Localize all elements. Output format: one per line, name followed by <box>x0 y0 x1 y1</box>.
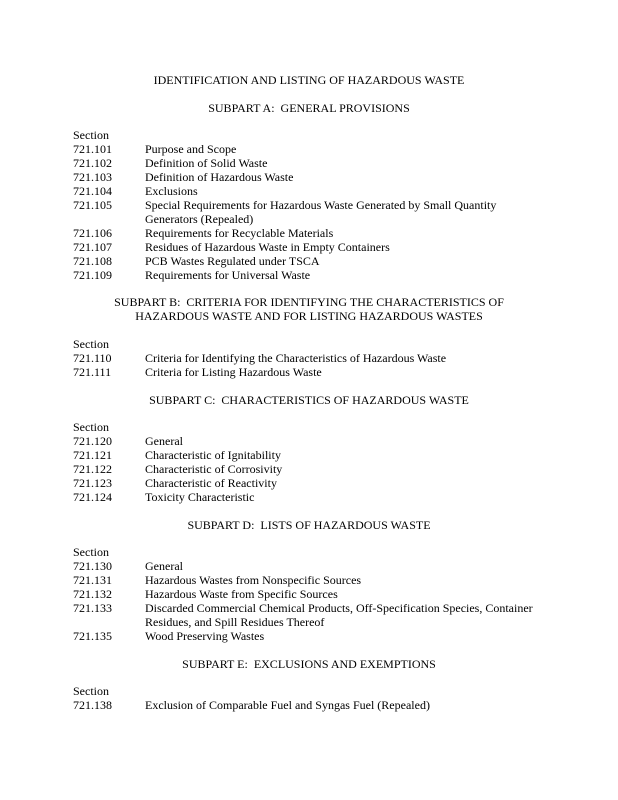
section-description: General <box>145 434 183 448</box>
section-number: 721.105 <box>73 198 112 212</box>
section-number: 721.124 <box>73 490 112 504</box>
section-number: 721.102 <box>73 156 112 170</box>
section-number: 721.110 <box>73 351 112 365</box>
document-title: IDENTIFICATION AND LISTING OF HAZARDOUS WASTE <box>153 73 465 87</box>
section-description: Purpose and Scope <box>145 142 237 156</box>
section-number: 721.111 <box>73 365 112 379</box>
section-number: 721.106 <box>73 226 112 240</box>
section-description: Requirements for Universal Waste <box>145 268 311 282</box>
section-description: Definition of Hazardous Waste <box>145 170 294 184</box>
section-number: 721.138 <box>73 698 112 712</box>
section-description: Hazardous Waste from Specific Sources <box>145 587 338 601</box>
section-number: 721.101 <box>73 142 112 156</box>
section-description: Exclusion of Comparable Fuel and Syngas Fuel (Repealed) <box>145 698 430 712</box>
subpart-c-heading: SUBPART C: CHARACTERISTICS OF HAZARDOUS WASTE <box>149 393 469 407</box>
section-description: Characteristic of Corrosivity <box>145 462 283 476</box>
section-description: Discarded Commercial Chemical Products, Off-Specification Species, Container Residues, and Spill Residues Thereof <box>145 601 533 629</box>
section-description: Exclusions <box>145 184 198 198</box>
section-number: 721.109 <box>73 268 112 282</box>
section-description: Requirements for Recyclable Materials <box>145 226 334 240</box>
section-number: 721.104 <box>73 184 112 198</box>
section-number: 721.121 <box>73 448 112 462</box>
subpart-b-heading: SUBPART B: CRITERIA FOR IDENTIFYING THE CHARACTERISTICS OF <box>114 295 504 309</box>
section-description: Special Requirements for Hazardous Waste Generated by Small Quantity Generators (Repealed) <box>145 198 497 226</box>
section-number: 721.132 <box>73 587 112 601</box>
section-description: Toxicity Characteristic <box>145 490 255 504</box>
section-number: 721.103 <box>73 170 112 184</box>
section-number: 721.130 <box>73 559 112 573</box>
subpart-b-heading-line2: HAZARDOUS WASTE AND FOR LISTING HAZARDOUS WASTES <box>135 309 483 323</box>
section-description: Wood Preserving Wastes <box>145 629 265 643</box>
subpart-e-heading: SUBPART E: EXCLUSIONS AND EXEMPTIONS <box>182 657 436 671</box>
section-description: Criteria for Listing Hazardous Waste <box>145 365 322 379</box>
subpart-d-heading: SUBPART D: LISTS OF HAZARDOUS WASTE <box>187 518 431 532</box>
section-description: Characteristic of Reactivity <box>145 476 277 490</box>
section-label: Section <box>73 684 109 698</box>
section-description: Hazardous Wastes from Nonspecific Sources <box>145 573 362 587</box>
section-label: Section <box>73 128 109 142</box>
section-description: Residues of Hazardous Waste in Empty Containers <box>145 240 390 254</box>
section-description: Criteria for Identifying the Characteristics of Hazardous Waste <box>145 351 447 365</box>
section-label: Section <box>73 420 109 434</box>
section-number: 721.107 <box>73 240 112 254</box>
section-number: 721.122 <box>73 462 112 476</box>
section-number: 721.133 <box>73 601 112 615</box>
section-description: General <box>145 559 183 573</box>
section-number: 721.123 <box>73 476 112 490</box>
section-label: Section <box>73 337 109 351</box>
subpart-a-heading: SUBPART A: GENERAL PROVISIONS <box>208 101 410 115</box>
section-number: 721.120 <box>73 434 112 448</box>
section-description: PCB Wastes Regulated under TSCA <box>145 254 320 268</box>
section-number: 721.131 <box>73 573 112 587</box>
section-number: 721.108 <box>73 254 112 268</box>
section-number: 721.135 <box>73 629 112 643</box>
section-label: Section <box>73 545 109 559</box>
section-description: Characteristic of Ignitability <box>145 448 281 462</box>
section-description: Definition of Solid Waste <box>145 156 268 170</box>
